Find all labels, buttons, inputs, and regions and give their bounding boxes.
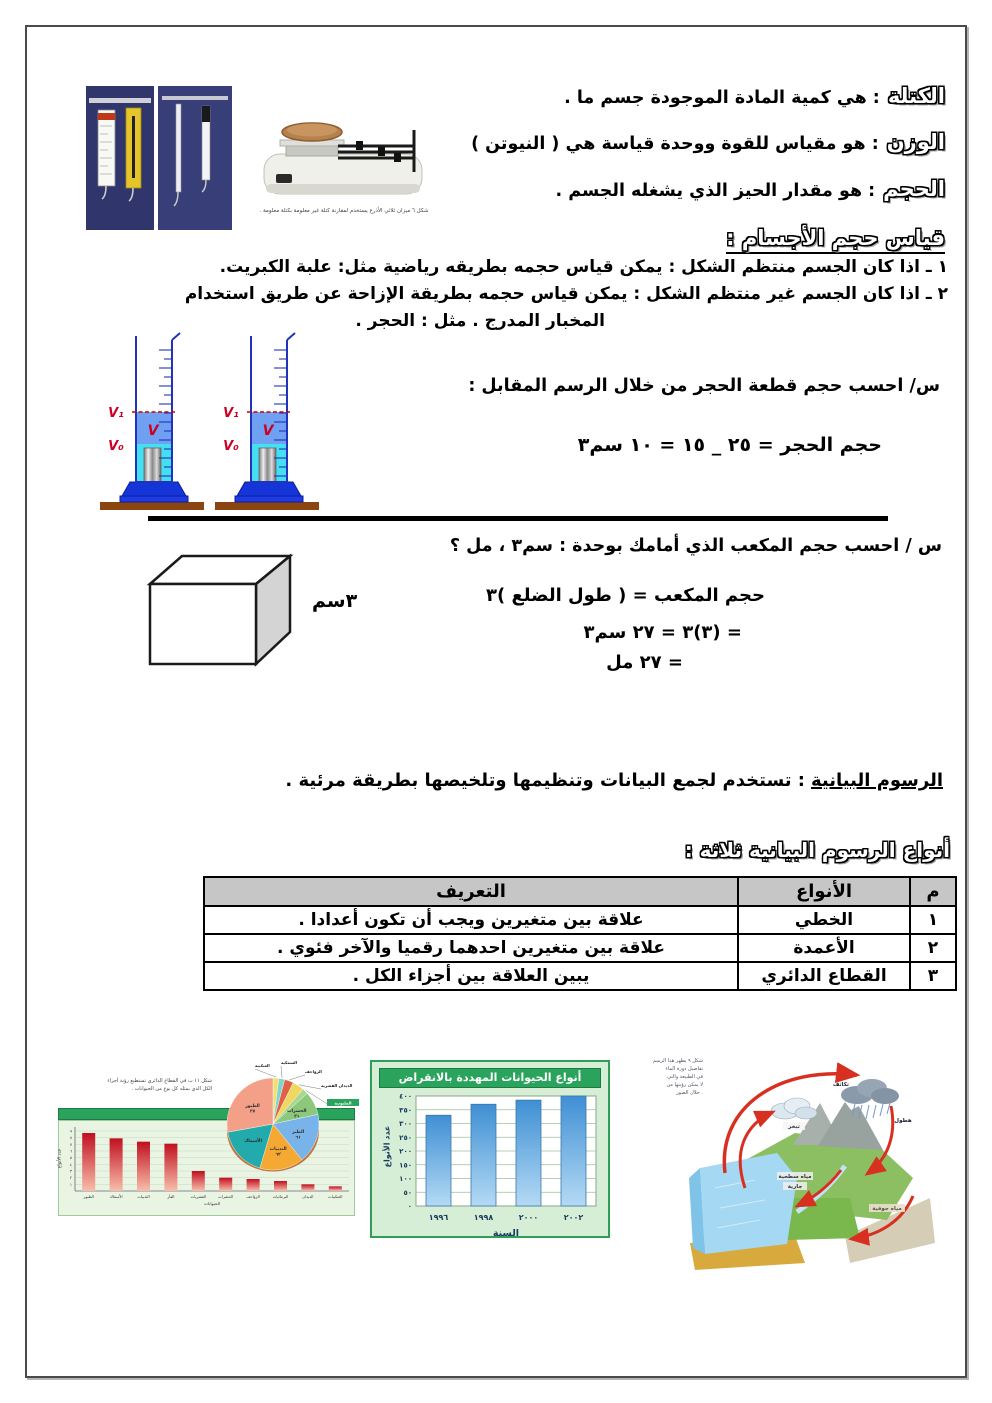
balance-knob — [276, 174, 292, 183]
x-tick-label: البرمائيات — [272, 1194, 289, 1199]
evaporation-label: تبخر — [788, 1124, 800, 1130]
section-heading-volume-text: قياس حجم الأجسام : — [726, 226, 945, 254]
pie-outer-label: المليونية — [334, 1100, 352, 1106]
section-divider — [148, 516, 888, 521]
table-row-linear — [204, 906, 956, 934]
cube-figure — [138, 546, 323, 674]
evaporation-cloud — [771, 1098, 817, 1119]
groundwater-label: مياه جوفية — [872, 1206, 902, 1212]
cube-front-face — [150, 584, 256, 664]
table-surface — [100, 502, 204, 510]
photo-panel-1 — [86, 86, 154, 230]
pie-value: ٦١ — [295, 1135, 301, 1141]
table-header-row — [204, 877, 956, 906]
v0-label: V₀ — [223, 439, 239, 454]
table-row-bars — [204, 934, 956, 962]
graphs-term: الرسوم البيانية — [811, 770, 943, 791]
header-definition: التعريف — [204, 877, 738, 906]
photo-panel-2 — [158, 86, 232, 230]
cylinder-2 — [215, 333, 319, 510]
pie-figure-caption — [62, 1078, 212, 1093]
pie-plot — [227, 1060, 359, 1171]
v0-label: V₀ — [108, 439, 124, 454]
row-no: ٢ — [910, 934, 956, 962]
graphs-definition — [285, 770, 943, 791]
pie-label: الثدييات — [269, 1147, 287, 1153]
x-tick-label: ٢٠٠٢ — [563, 1213, 584, 1222]
caption-line: الكل الذي يمثله كل نوع من الحيوانات . — [131, 1085, 212, 1092]
pie-outer-label: الديدان القشرية — [321, 1083, 353, 1088]
definition-term-mass: الكتلة — [887, 84, 945, 108]
endangered-chart-plot — [399, 1093, 596, 1240]
y-tick-label: ٥٠ — [403, 1188, 412, 1197]
surface-water-label: مياه سطحية — [778, 1174, 812, 1180]
definition-text-mass: : هي كمية المادة الموجودة جسم ما . — [564, 88, 880, 108]
pie-label: الأسماك — [244, 1138, 262, 1144]
leader-line — [255, 1069, 276, 1077]
scale-dark-cap — [202, 106, 210, 122]
pie-value: ٣١ — [294, 1114, 300, 1120]
graduated-cylinders-figure — [96, 330, 326, 516]
x-tick-label: العنكبيات — [328, 1194, 343, 1199]
sea-surface — [700, 1153, 797, 1254]
foothills — [785, 1198, 860, 1240]
leader-line — [289, 1075, 305, 1080]
pie-outer-label: السمكية — [281, 1060, 298, 1065]
cylinder-foot — [120, 496, 188, 502]
v1-label: V₁ — [108, 406, 124, 421]
y-tick-label: ٢٥٠ — [399, 1133, 412, 1142]
y-tick-label: ٤٠٠ — [399, 1092, 412, 1101]
chart-y-axis-label: عدد الأنواع — [382, 1125, 392, 1168]
y-tick-label: ٩ — [69, 1128, 72, 1134]
spring-scales-photo — [86, 86, 232, 230]
bar — [516, 1100, 541, 1206]
section-heading-volume — [726, 226, 945, 250]
cylinder-1 — [100, 333, 204, 510]
cylinder-foot — [235, 496, 303, 502]
bar — [471, 1104, 496, 1206]
y-tick-label: ٥ — [69, 1155, 72, 1161]
y-tick-label: ٣٥٠ — [399, 1106, 412, 1115]
cube-formula-3: = ٢٧ مل — [606, 652, 683, 673]
hanging-rod — [89, 98, 151, 103]
y-tick-label: ٢٠٠ — [399, 1147, 412, 1156]
x-tick-label: ١٩٩٦ — [428, 1213, 449, 1222]
precipitation-label: هطول — [894, 1118, 912, 1124]
bar — [164, 1144, 177, 1191]
row-definition: يبين العلاقة بين أجزاء الكل . — [204, 962, 738, 990]
x-axis-label: الحيوانات — [203, 1201, 221, 1206]
table-row-pie — [204, 962, 956, 990]
beam-rider — [356, 141, 363, 150]
water-cycle-figure — [645, 1048, 957, 1283]
y-tick-label: ٣٠٠ — [399, 1120, 412, 1128]
header-type: الأنواع — [738, 877, 910, 906]
beam-rider — [378, 147, 385, 156]
scale-red-band — [98, 113, 115, 120]
x-tick-label: الفأر — [167, 1194, 175, 1199]
x-tick-label: الأسماك — [109, 1194, 123, 1199]
bar — [561, 1096, 586, 1206]
definition-term-weight: الوزن — [886, 130, 945, 154]
row-type: الأعمدة — [738, 934, 910, 962]
bar — [82, 1133, 95, 1191]
definition-term-volume: الحجم — [883, 177, 945, 201]
cylinder-base — [237, 482, 301, 496]
y-tick-label: ٦ — [69, 1148, 72, 1154]
definition-text-weight: : هو مقياس للقوة ووحدة قياسة هي ( النيوتن ) — [471, 134, 879, 154]
pie-label: الطير — [292, 1129, 305, 1135]
water-cycle-caption — [653, 1058, 704, 1096]
pie-value: ٣٧ — [249, 1109, 256, 1115]
chart-title-banner: أنواع الحيوانات المهددة بالانقراض — [379, 1068, 601, 1088]
y-tick-label: ١٥٠ — [399, 1161, 412, 1170]
endangered-chart-canvas — [372, 1088, 608, 1240]
cube-formula-2: = (٣)٣ = ٢٧ سم٣ — [583, 622, 742, 643]
caption-line: شكل ١١ ب في القطاع الدائري تستطيع رؤية أجزاء — [107, 1078, 212, 1084]
cube-side-label: ٣سم — [312, 590, 358, 612]
definition-mass — [564, 84, 945, 108]
volume-point-1: ١ ـ اذا كان الجسم منتظم الشكل : يمكن قياس حجمه بطريقه رياضية مثل: علبة الكبريت. — [219, 257, 948, 277]
definition-weight — [471, 130, 945, 154]
beam-rider — [394, 153, 401, 162]
y-tick-label: ٣ — [69, 1168, 72, 1174]
v-label: V — [147, 423, 159, 439]
y-tick-label: ١ — [69, 1181, 72, 1187]
x-tick-label: الثدييات — [137, 1194, 150, 1199]
caption-line: في الطبيعة والتي — [667, 1074, 703, 1080]
header-no: م — [910, 877, 956, 906]
x-tick-label: الحشرات — [218, 1194, 234, 1199]
stone-volume-question: س/ احسب حجم قطعة الحجر من خلال الرسم المقابل : — [468, 376, 940, 396]
graph-types-table-wrap — [203, 876, 957, 991]
pie-outer-label: العنكبية — [255, 1063, 270, 1068]
balance-pan-inner — [287, 124, 337, 137]
table-surface — [215, 502, 319, 510]
x-tick-label: ٢٠٠٠ — [518, 1213, 539, 1222]
white-spring-scale — [98, 110, 115, 186]
volume-point-2: ٢ ـ اذا كان الجسم غير منتظم الشكل : يمكن قياس حجمه بطريقة الإزاحة عن طريق استخدام — [184, 284, 948, 304]
balance-caption: شكل ٦ ميزان ثلاثي الأذرع يستخدم لمقارنة كتلة غير معلومة بكتلة معلومة . — [259, 208, 429, 214]
caption-line: شكل ٩ يظهر هذا الرسم — [652, 1058, 703, 1064]
stone-volume-answer: حجم الحجر = ٢٥ _ ١٥ = ١٠ سم٣ — [577, 434, 882, 456]
balance-base-shadow — [266, 184, 420, 193]
caption-line: لا يمكن رؤيتها من — [666, 1082, 703, 1088]
pie-value: ٦٢ — [275, 1152, 281, 1158]
definition-text-volume: : هو مقدار الحيز الذي يشغله الجسم . — [555, 181, 876, 201]
pie-label: الحشرات — [287, 1108, 307, 1114]
x-tick-label: القشريات — [190, 1194, 207, 1199]
bar — [426, 1115, 451, 1206]
x-tick-label: الزواحف — [246, 1194, 260, 1199]
bar — [110, 1138, 123, 1191]
cylinder-base — [122, 482, 186, 496]
volume-point-2-cont: المخبار المدرج . مثل : الحجر . — [355, 311, 605, 331]
caption-line: تفاصيل دورة الماء — [665, 1066, 703, 1072]
row-type: الخطي — [738, 906, 910, 934]
leader-line — [281, 1066, 282, 1078]
graph-types-table — [203, 876, 957, 991]
caption-line: خلال الصور . — [676, 1090, 703, 1096]
y-tick-label: ٤ — [69, 1161, 72, 1167]
row-definition: علاقة بين متغيرين ويجب أن تكون أعدادا . — [204, 906, 738, 934]
y-tick-label: ٢ — [69, 1175, 72, 1181]
scale-slot — [132, 116, 135, 178]
stone — [259, 448, 276, 482]
graph-types-heading: أنواع الرسوم البيانية ثلاثة : — [684, 838, 950, 862]
v1-label: V₁ — [223, 406, 239, 421]
bar — [137, 1142, 150, 1191]
x-tick-label: الديدان — [302, 1194, 314, 1199]
animals-pie-chart — [205, 1060, 365, 1194]
x-tick-label: الطيور — [83, 1194, 94, 1199]
x-axis-label: السنة — [492, 1228, 520, 1239]
cube-formula-1: حجم المكعب = ( طول الضلع )٣ — [485, 585, 765, 606]
y-tick-label: ١٠٠ — [399, 1175, 412, 1183]
hanging-rod — [162, 96, 228, 100]
v-label: V — [262, 423, 274, 439]
triple-beam-balance-photo — [256, 96, 431, 208]
condensation-label: تكاثف — [833, 1082, 849, 1088]
y-tick-label: ٧ — [69, 1141, 72, 1147]
row-definition: علاقة بين متغيرين احدهما رقميا والآخر فئوي . — [204, 934, 738, 962]
endangered-species-chart — [370, 1060, 610, 1238]
row-no: ١ — [910, 906, 956, 934]
graphs-text: : تستخدم لجمع البيانات وتنظيمها وتلخيصها بطريقة مرئية . — [285, 770, 806, 791]
bar — [192, 1171, 205, 1191]
pie-outer-label: الزواحف — [305, 1069, 322, 1074]
x-tick-label: ١٩٩٨ — [473, 1213, 494, 1222]
stone — [144, 448, 161, 482]
red-chart-y-axis-label: عدد الأنواع — [57, 1148, 63, 1169]
y-tick-label: ٨ — [69, 1135, 72, 1141]
definition-volume — [556, 177, 946, 201]
row-type: القطاع الدائري — [738, 962, 910, 990]
flowing-label: جارية — [787, 1184, 803, 1190]
row-no: ٣ — [910, 962, 956, 990]
cube-volume-question: س / احسب حجم المكعب الذي أمامك بوحدة : سم٣ ، مل ؟ — [449, 536, 942, 556]
pie-label: الطيور — [245, 1103, 260, 1109]
y-tick-label: ٠ — [407, 1202, 412, 1211]
thin-spring-scale — [176, 104, 181, 192]
pie-bar-figure — [55, 1056, 360, 1220]
